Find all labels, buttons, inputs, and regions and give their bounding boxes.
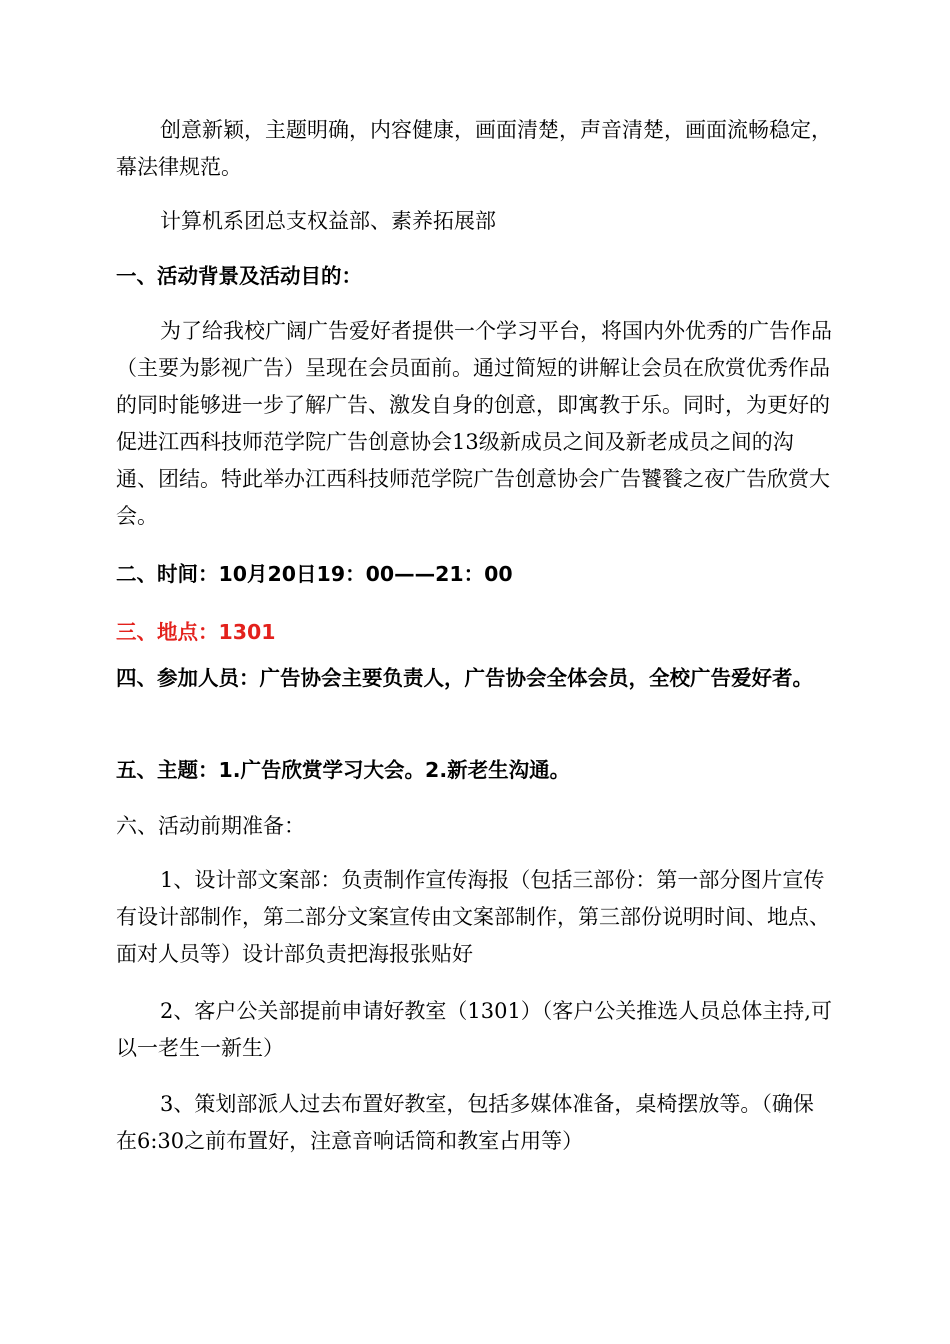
heading-background: 一、活动背景及活动目的： bbox=[116, 264, 362, 288]
heading-time: 二、时间：10月20日19：00——21：00 bbox=[116, 562, 513, 586]
paragraph-requirements: 创意新颖，主题明确，内容健康，画面清楚，声音清楚，画面流畅稳定，幕法律规范。 bbox=[116, 118, 832, 179]
paragraph-background: 为了给我校广阔广告爱好者提供一个学习平台，将国内外优秀的广告作品（主要为影视广告）呈现在会员面前。通过简短的讲解让会员在欣赏优秀作品的同时能够进一步了解广告、激发自身的创意，即寓教于乐。同时，为更好的促进江西科技师范学院广告创意协会13级新成员之间及新老成员之间的沟通、团结。特此举办江西科技师范学院广告创意协会广告饕餮之夜广告欣赏大会。 bbox=[116, 319, 832, 528]
heading-location: 三、地点：1301 bbox=[116, 620, 276, 644]
heading-participants: 四、参加人员：广告协会主要负责人，广告协会全体会员，全校广告爱好者。 bbox=[116, 666, 813, 690]
paragraph-organizer: 计算机系团总支权益部、素养拓展部 bbox=[160, 209, 496, 233]
paragraph-prep-planning: 3、策划部派人过去布置好教室，包括多媒体准备，桌椅摆放等。（确保在6:30之前布置好，注意音响话筒和教室占用等） bbox=[116, 1092, 814, 1153]
heading-theme: 五、主题：1.广告欣赏学习大会。2.新老生沟通。 bbox=[116, 758, 571, 782]
paragraph-prep-pr: 2、客户公关部提前申请好教室（1301）（客户公关推选人员总体主持,可以一老生一新生） bbox=[116, 999, 832, 1060]
heading-preparation: 六、活动前期准备： bbox=[116, 814, 305, 838]
paragraph-prep-design: 1、设计部文案部：负责制作宣传海报（包括三部份：第一部分图片宣传有设计部制作，第二部分文案宣传由文案部制作，第三部份说明时间、地点、面对人员等）设计部负责把海报张贴好 bbox=[116, 868, 830, 966]
